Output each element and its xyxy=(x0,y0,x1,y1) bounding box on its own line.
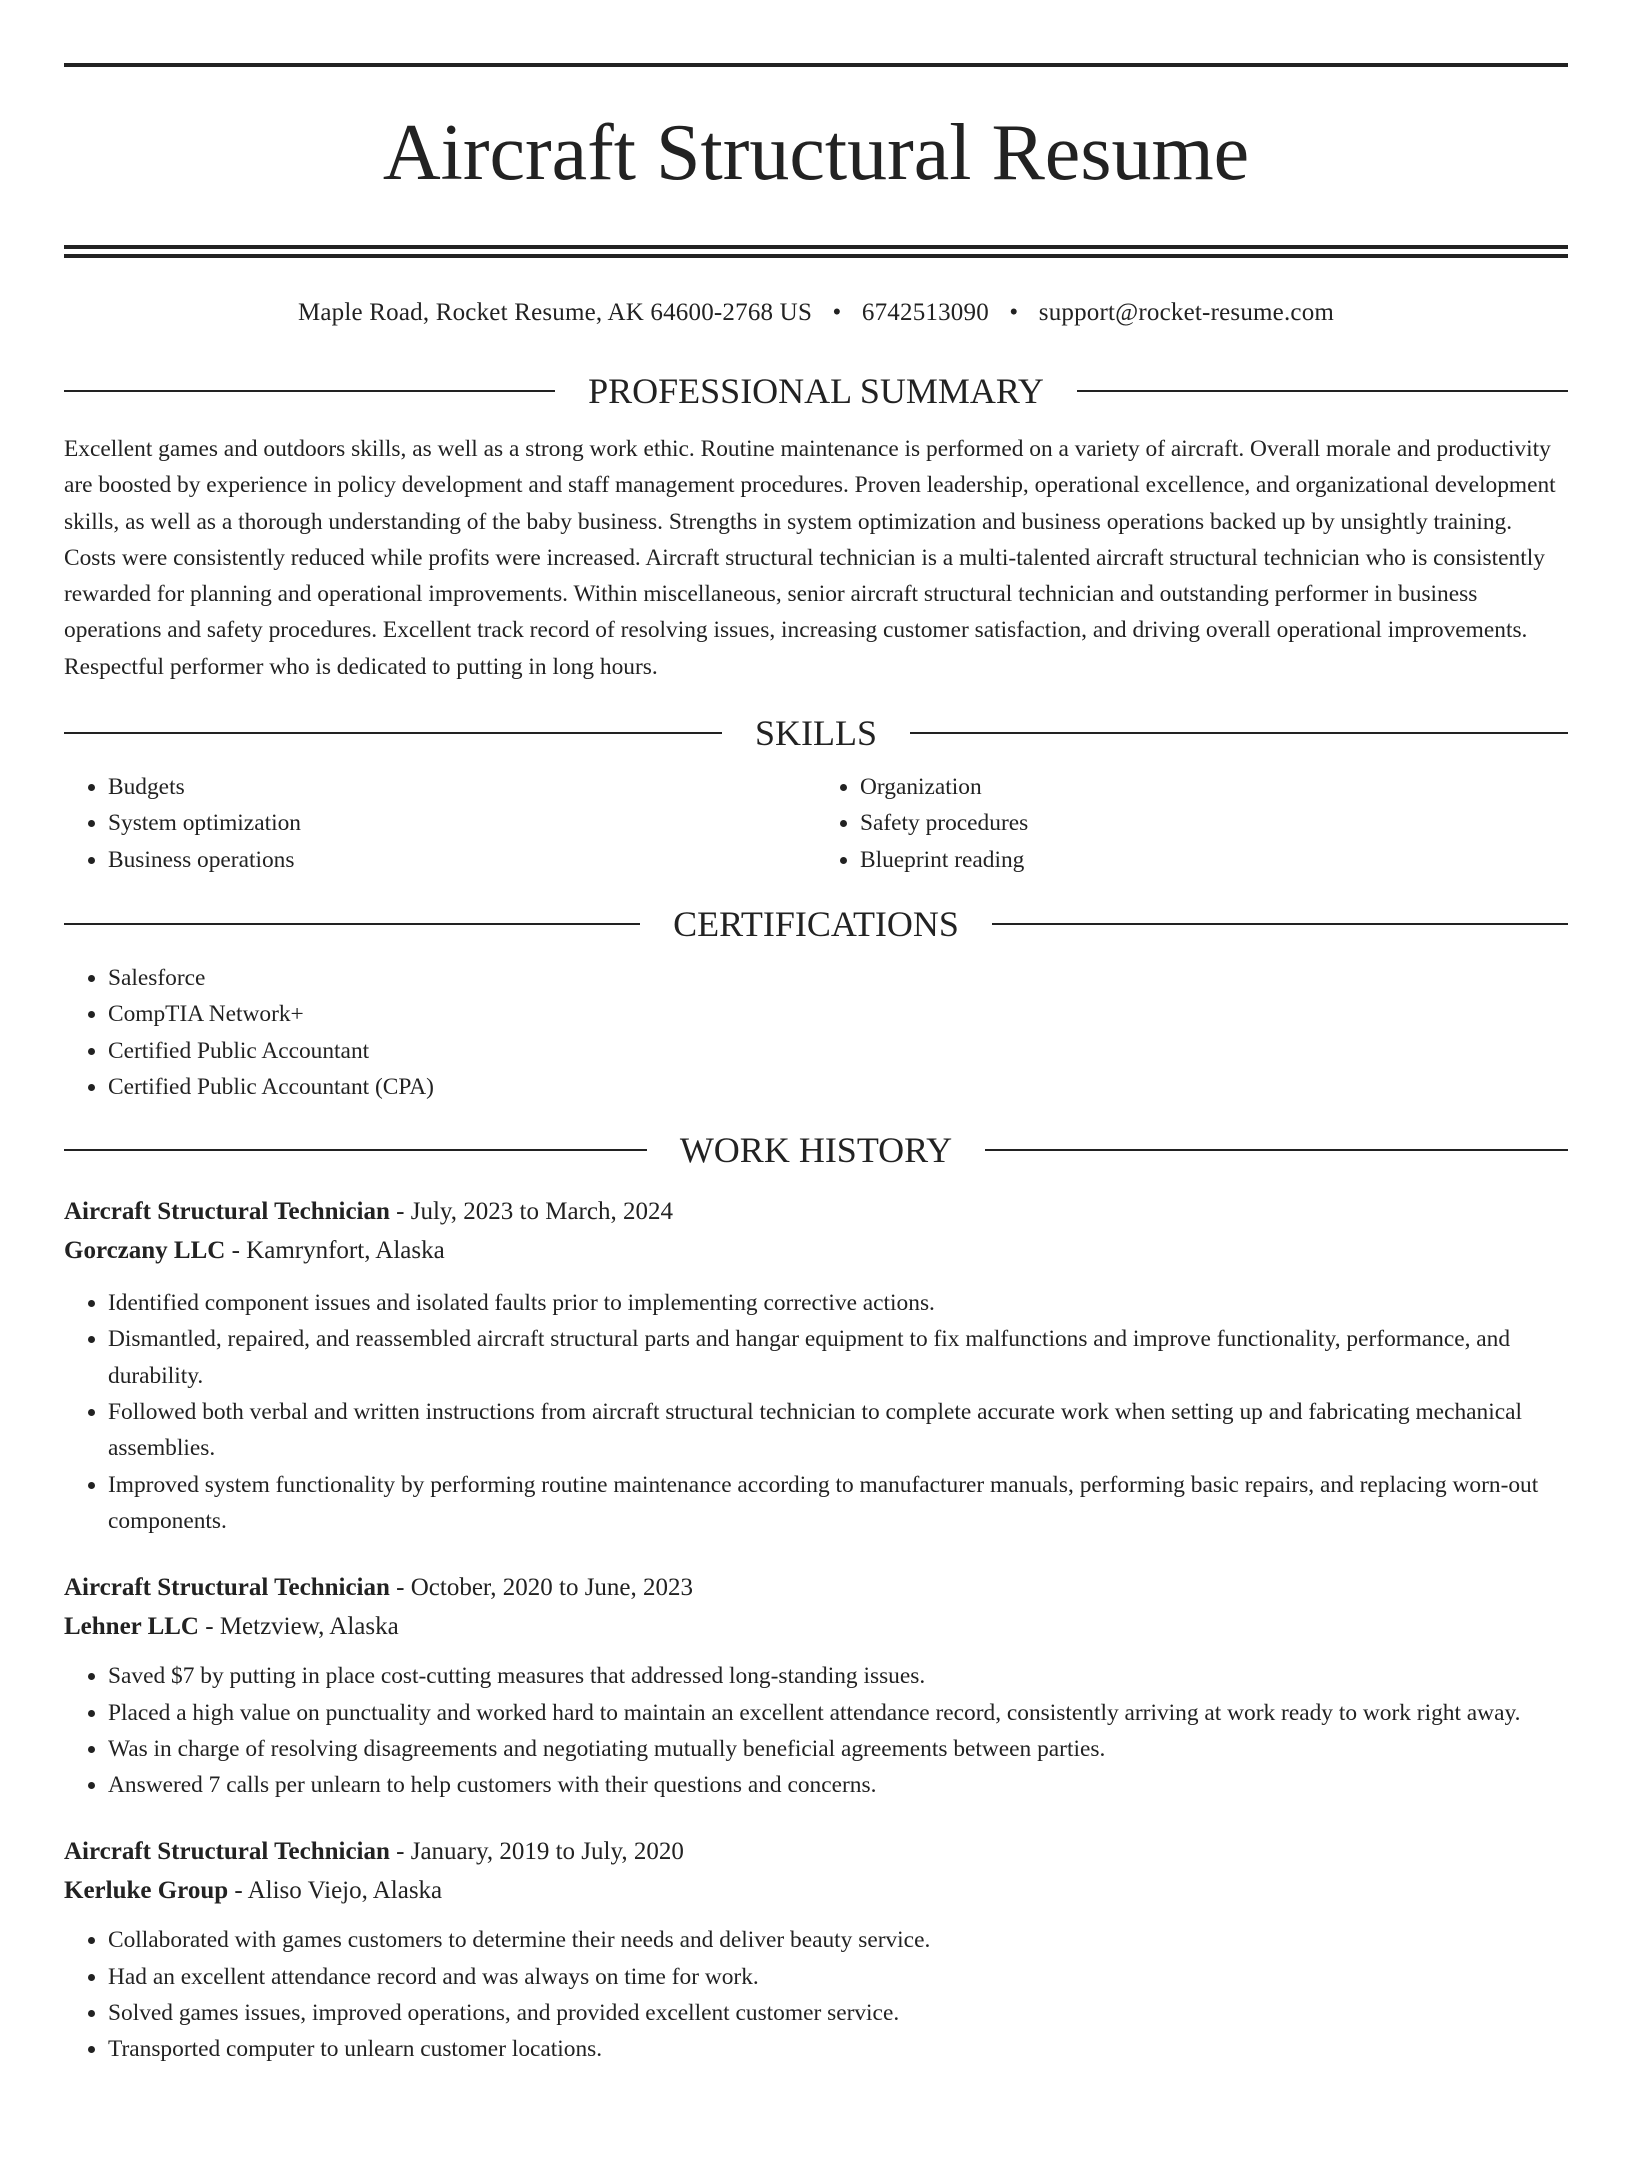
job-dates: January, 2019 to July, 2020 xyxy=(410,1838,684,1866)
job-dash: - xyxy=(389,1198,411,1226)
certification-item: • Salesforce xyxy=(108,960,1568,996)
certification-item: • Certified Public Accountant (CPA) xyxy=(108,1069,1568,1105)
skills-section-header xyxy=(64,712,1568,754)
contact-separator: • xyxy=(1009,299,1019,326)
divider-line xyxy=(985,1149,1568,1151)
top-rule xyxy=(64,63,1568,67)
job-bullet: • Solved games issues, improved operations, and provided excellent customer service. xyxy=(108,1995,1568,2031)
skills-grid xyxy=(64,769,1568,878)
job-dates: July, 2023 to March, 2024 xyxy=(410,1198,673,1226)
certifications-section-title: CERTIFICATIONS xyxy=(673,903,959,944)
job-company: Gorczany LLC xyxy=(64,1237,226,1265)
skills-section-title: SKILLS xyxy=(755,713,878,754)
job-company: Kerluke Group xyxy=(64,1877,229,1905)
job-bullet: • Dismantled, repaired, and reassembled aircraft structural parts and hangar equipment to fix malfunctions and improve functionality, performance, and durability. xyxy=(108,1321,1568,1394)
job-bullet: • Saved $7 by putting in place cost-cutting measures that addressed long-standing issues. xyxy=(108,1658,1568,1694)
contact-email: support@rocket-resume.com xyxy=(1038,299,1335,326)
job-dash: - xyxy=(389,1574,411,1602)
divider-line xyxy=(64,1149,647,1151)
divider-line xyxy=(1077,390,1568,392)
job-entry xyxy=(64,1568,1568,1803)
job-bullet: • Identified component issues and isolated faults prior to implementing corrective actions. xyxy=(108,1285,1568,1321)
divider-line xyxy=(64,390,555,392)
contact-separator: • xyxy=(832,299,842,326)
job-bullets xyxy=(64,1658,1568,1803)
job-title: Aircraft Structural Technician xyxy=(64,1838,390,1866)
divider-line xyxy=(64,732,722,734)
work-history-section-header xyxy=(64,1129,1568,1171)
job-entry xyxy=(64,1192,1568,1539)
job-title: Aircraft Structural Technician xyxy=(64,1574,390,1602)
job-title-line xyxy=(64,1568,1568,1607)
job-dash: - xyxy=(198,1613,220,1641)
job-title-line xyxy=(64,1192,1568,1231)
job-company-line xyxy=(64,1607,1568,1646)
double-rule xyxy=(64,245,1568,258)
job-bullet: • Followed both verbal and written instructions from aircraft structural technician to complete accurate work when setting up and fabricating mechanical assemblies. xyxy=(108,1394,1568,1467)
certifications-list xyxy=(64,960,1568,1105)
summary-section-header xyxy=(64,370,1568,412)
skills-list-right xyxy=(816,769,1568,878)
skills-list-left xyxy=(64,769,816,878)
resume-page xyxy=(0,63,1632,2175)
job-dash: - xyxy=(389,1838,411,1866)
skill-item: • Safety procedures xyxy=(860,805,1568,841)
job-company-line xyxy=(64,1871,1568,1910)
job-dash: - xyxy=(228,1877,248,1905)
job-entry xyxy=(64,1832,1568,2067)
certification-item: • CompTIA Network+ xyxy=(108,996,1568,1032)
job-bullet: • Improved system functionality by performing routine maintenance according to manufacturer manuals, performing basic repairs, and replacing worn-out components. xyxy=(108,1467,1568,1540)
job-location: Metzview, Alaska xyxy=(219,1613,399,1641)
job-bullet: • Had an excellent attendance record and was always on time for work. xyxy=(108,1959,1568,1995)
divider-line xyxy=(64,923,640,925)
contact-line xyxy=(64,298,1568,328)
summary-text: Excellent games and outdoors skills, as well as a strong work ethic. Routine maintenance is performed on a variety of aircraft. Overall morale and productivity are boosted by experience in policy development and staff management procedures. Proven leadership, operational excellence, and organizational development skills, as well as a thorough understanding of the baby business. Strengths in system optimization and business operations backed up by unsightly training. Costs were consistently reduced while profits were increased. Aircraft structural technician is a multi-talented aircraft structural technician who is consistently rewarded for planning and operational improvements. Within miscellaneous, senior aircraft structural technician and outstanding performer in business operations and safety procedures. Excellent track record of resolving issues, increasing customer satisfaction, and driving overall operational improvements. Respectful performer who is dedicated to putting in long hours. xyxy=(64,436,1556,680)
job-bullets xyxy=(64,1922,1568,2067)
contact-phone: 6742513090 xyxy=(861,299,989,326)
certification-item: • Certified Public Accountant xyxy=(108,1033,1568,1069)
job-title: Aircraft Structural Technician xyxy=(64,1198,390,1226)
skill-item: • Organization xyxy=(860,769,1568,805)
job-company: Lehner LLC xyxy=(64,1613,199,1641)
job-bullets xyxy=(64,1285,1568,1539)
work-history-section-title: WORK HISTORY xyxy=(679,1130,953,1171)
summary-section-title: PROFESSIONAL SUMMARY xyxy=(588,371,1044,411)
skill-item: • System optimization xyxy=(108,805,816,841)
job-dash: - xyxy=(225,1237,247,1265)
job-bullet: • Was in charge of resolving disagreements and negotiating mutually beneficial agreements between parties. xyxy=(108,1731,1568,1767)
job-bullet: • Answered 7 calls per unlearn to help customers with their questions and concerns. xyxy=(108,1767,1568,1803)
job-bullet: • Placed a high value on punctuality and worked hard to maintain an excellent attendance record, consistently arriving at work ready to work right away. xyxy=(108,1695,1568,1731)
certifications-section-header xyxy=(64,903,1568,945)
skill-item: • Business operations xyxy=(108,842,816,878)
contact-address: Maple Road, Rocket Resume, AK 64600-2768 US xyxy=(297,299,813,326)
resume-title: Aircraft Structural Resume xyxy=(382,109,1250,197)
skill-item: • Budgets xyxy=(108,769,816,805)
divider-line xyxy=(992,923,1568,925)
divider-line xyxy=(910,732,1568,734)
job-bullet: • Transported computer to unlearn customer locations. xyxy=(108,2031,1568,2067)
job-company-line xyxy=(64,1231,1568,1270)
job-bullet: • Collaborated with games customers to determine their needs and deliver beauty service. xyxy=(108,1922,1568,1958)
job-dates: October, 2020 to June, 2023 xyxy=(410,1574,694,1602)
skill-item: • Blueprint reading xyxy=(860,842,1568,878)
job-location: Aliso Viejo, Alaska xyxy=(247,1877,443,1905)
job-location: Kamrynfort, Alaska xyxy=(246,1237,445,1265)
job-title-line xyxy=(64,1832,1568,1871)
